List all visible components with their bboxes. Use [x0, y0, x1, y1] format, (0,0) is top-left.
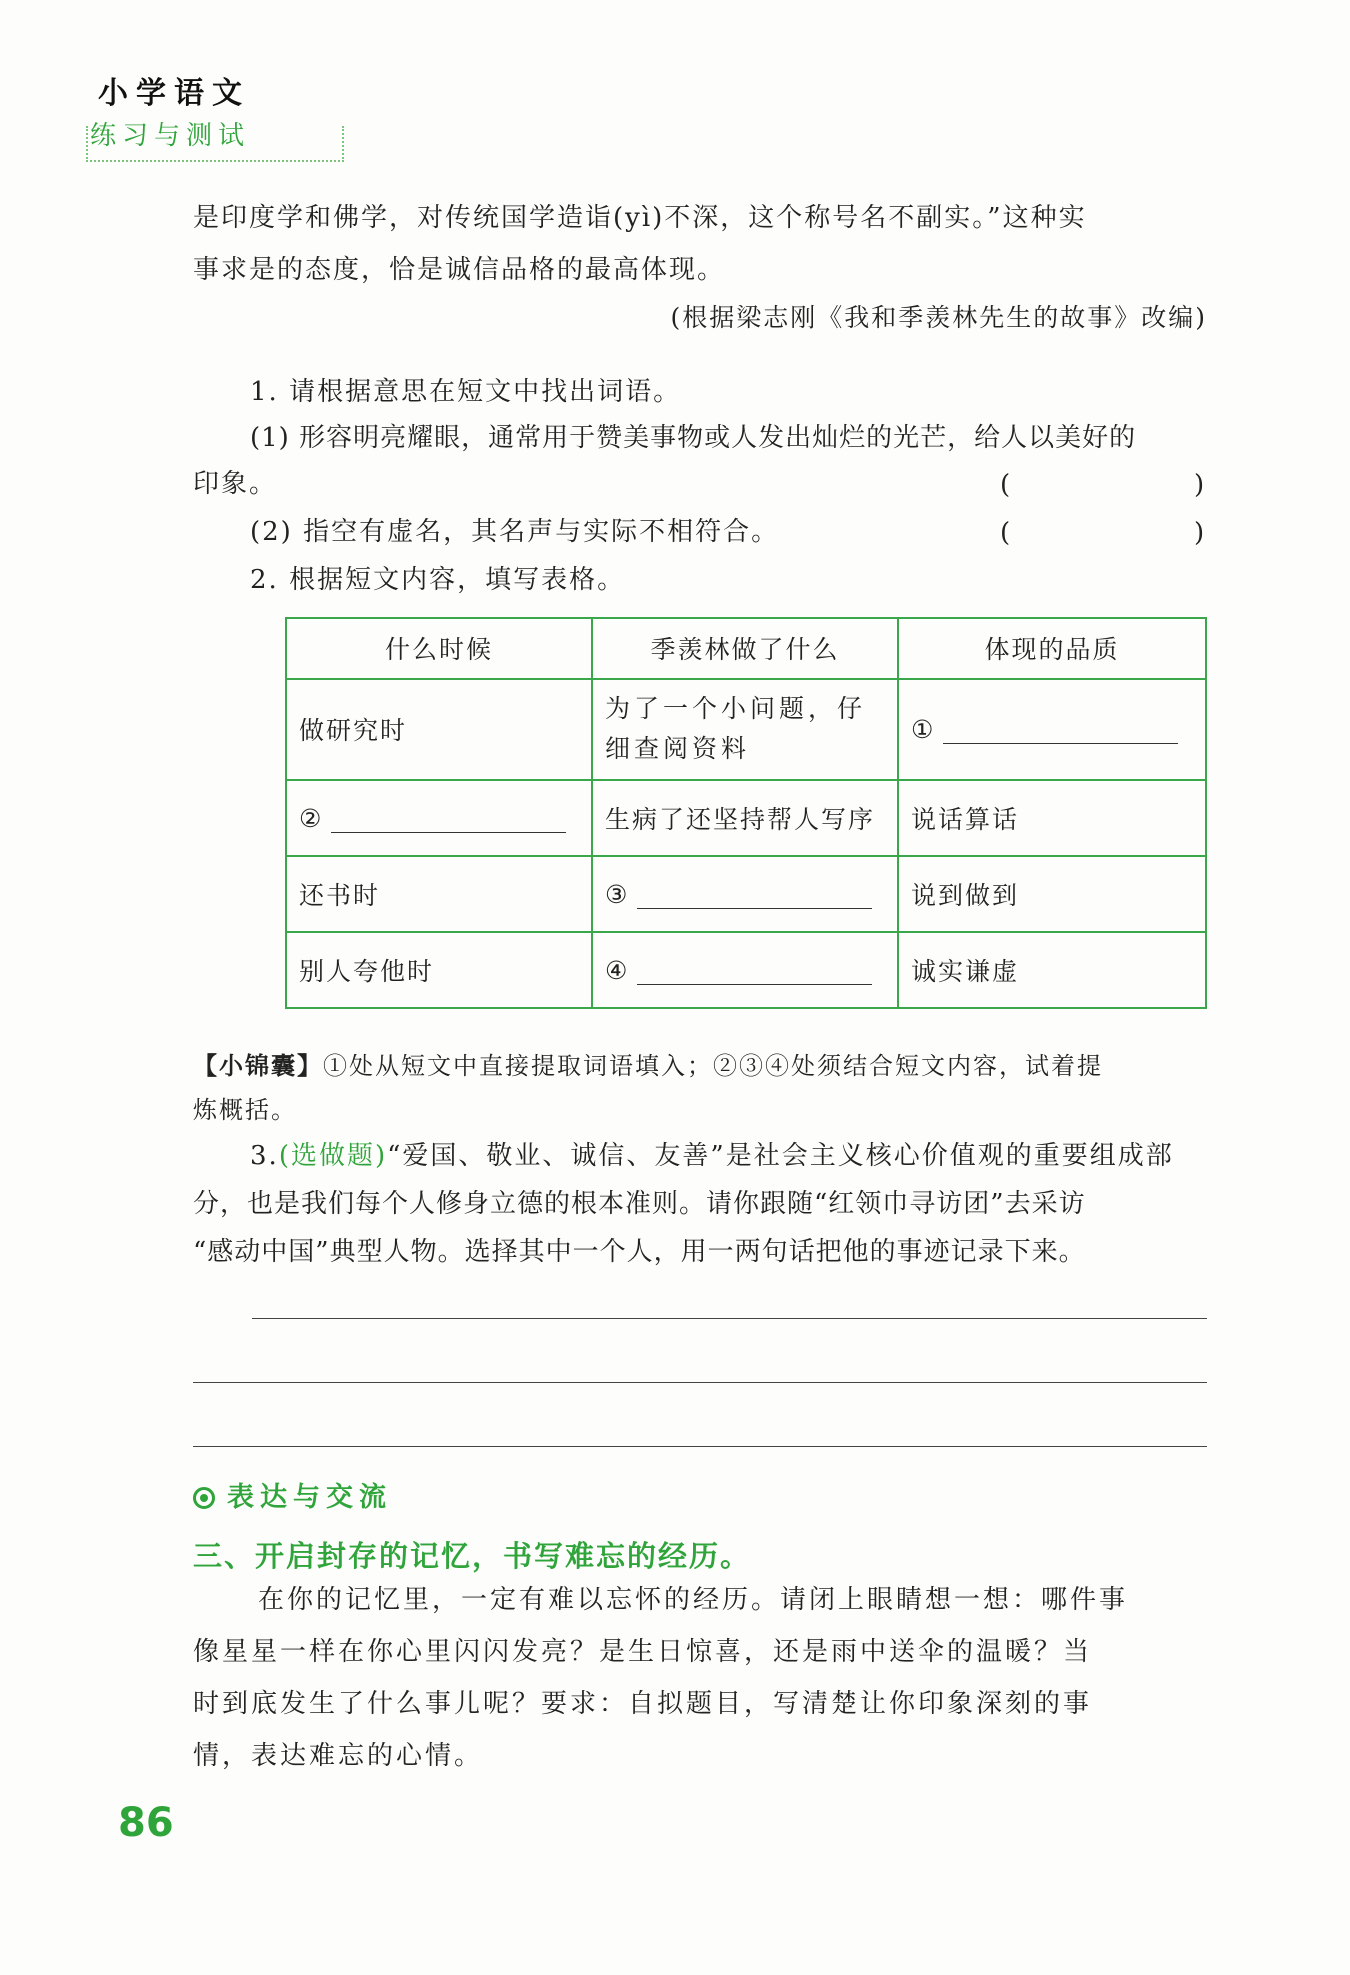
table-cell: 说到做到: [898, 856, 1206, 932]
section-heading-text: 表达与交流: [227, 1482, 392, 1513]
table-blank-cell[interactable]: [898, 679, 1206, 780]
tip-text: ①处从短文中直接提取词语填入；②③④处须结合短文内容，试着提: [323, 1052, 1103, 1080]
tip-line-2: 炼概括。: [193, 1096, 297, 1124]
table-header-cell: 季羡林做了什么: [592, 618, 898, 679]
table-header-cell: 体现的品质: [898, 618, 1206, 679]
q2-title: 2. 根据短文内容，填写表格。: [250, 565, 626, 595]
table-header-cell: 什么时候: [286, 618, 592, 679]
task-para-line-3: 时到底发生了什么事儿呢？要求：自拟题目，写清楚让你印象深刻的事: [193, 1689, 1093, 1719]
tip-label: 【小锦囊】: [193, 1052, 323, 1080]
q3-line-2: 分，也是我们每个人修身立德的根本准则。请你跟随“红领巾寻访团”去采访: [193, 1189, 1086, 1219]
q3-optional-tag: (选做题): [278, 1141, 388, 1171]
table-cell: 还书时: [286, 856, 592, 932]
task-title: 三、开启封存的记忆，书写难忘的经历。: [193, 1539, 752, 1573]
blank-marker: ③: [605, 879, 630, 909]
q3-text: “爱国、敬业、诚信、友善”是社会主义核心价值观的重要组成部: [387, 1141, 1174, 1171]
blank-line[interactable]: [331, 806, 566, 833]
blank-line[interactable]: [943, 717, 1178, 744]
q1-answer2-close: ): [1194, 518, 1205, 548]
book-subtitle: 练习与测试: [90, 121, 251, 151]
book-title: 小学语文: [98, 76, 250, 111]
q3-line-3: “感动中国”典型人物。选择其中一个人，用一两句话把他的事迹记录下来。: [193, 1237, 1086, 1267]
blank-marker: ①: [911, 714, 936, 744]
table-row: [286, 856, 1206, 932]
q1-item1-line-b: 印象。: [193, 469, 278, 499]
table-blank-cell[interactable]: [592, 856, 898, 932]
table-blank-cell[interactable]: [286, 780, 592, 856]
table-row: [286, 780, 1206, 856]
table-blank-cell[interactable]: [592, 932, 898, 1008]
passage-source: (根据梁志刚《我和季羡林先生的故事》改编): [670, 303, 1207, 332]
q2-table: [285, 617, 1207, 1009]
task-para-line-1: 在你的记忆里，一定有难以忘怀的经历。请闭上眼睛想一想：哪件事: [258, 1585, 1129, 1615]
q1-answer1-close: ): [1194, 470, 1205, 500]
passage-line-2: 事求是的态度，恰是诚信品格的最高体现。: [193, 255, 726, 285]
blank-marker: ④: [605, 955, 630, 985]
section-heading: [193, 1475, 392, 1514]
answer-line[interactable]: [193, 1446, 1207, 1447]
answer-line[interactable]: [193, 1382, 1207, 1383]
table-cell: 诚实谦虚: [898, 932, 1206, 1008]
q3-line-1: [250, 1130, 1264, 1182]
table-row: [286, 932, 1206, 1008]
page-number: 86: [118, 1800, 174, 1846]
answer-line[interactable]: [252, 1318, 1207, 1319]
task-para-line-2: 像星星一样在你心里闪闪发亮？是生日惊喜，还是雨中送伞的温暖？当: [193, 1637, 1093, 1667]
q3-number: 3.: [250, 1141, 279, 1171]
table-cell: 说话算话: [898, 780, 1206, 856]
q1-answer2-open[interactable]: (: [1000, 518, 1011, 548]
table-cell: 做研究时: [286, 679, 592, 780]
table-header-row: [286, 618, 1206, 679]
blank-line[interactable]: [637, 882, 872, 909]
q1-title: 1. 请根据意思在短文中找出词语。: [250, 377, 682, 407]
q1-answer1-open[interactable]: (: [1000, 470, 1011, 500]
passage-line-1: 是印度学和佛学，对传统国学造诣(yì)不深，这个称号名不副实。”这种实: [193, 203, 1087, 233]
blank-marker: ②: [299, 803, 324, 833]
q1-item2: (2) 指空有虚名，其名声与实际不相符合。: [250, 517, 780, 547]
table-row: [286, 679, 1206, 780]
target-icon: [193, 1487, 215, 1509]
table-cell: 别人夸他时: [286, 932, 592, 1008]
blank-line[interactable]: [637, 958, 872, 985]
task-para-line-4: 情，表达难忘的心情。: [193, 1741, 484, 1771]
q1-item1-line-a: (1) 形容明亮耀眼，通常用于赞美事物或人发出灿烂的光芒，给人以美好的: [250, 423, 1137, 453]
table-cell: 为了一个小问题，仔细查阅资料: [592, 679, 898, 780]
table-cell: 生病了还坚持帮人写序: [592, 780, 898, 856]
